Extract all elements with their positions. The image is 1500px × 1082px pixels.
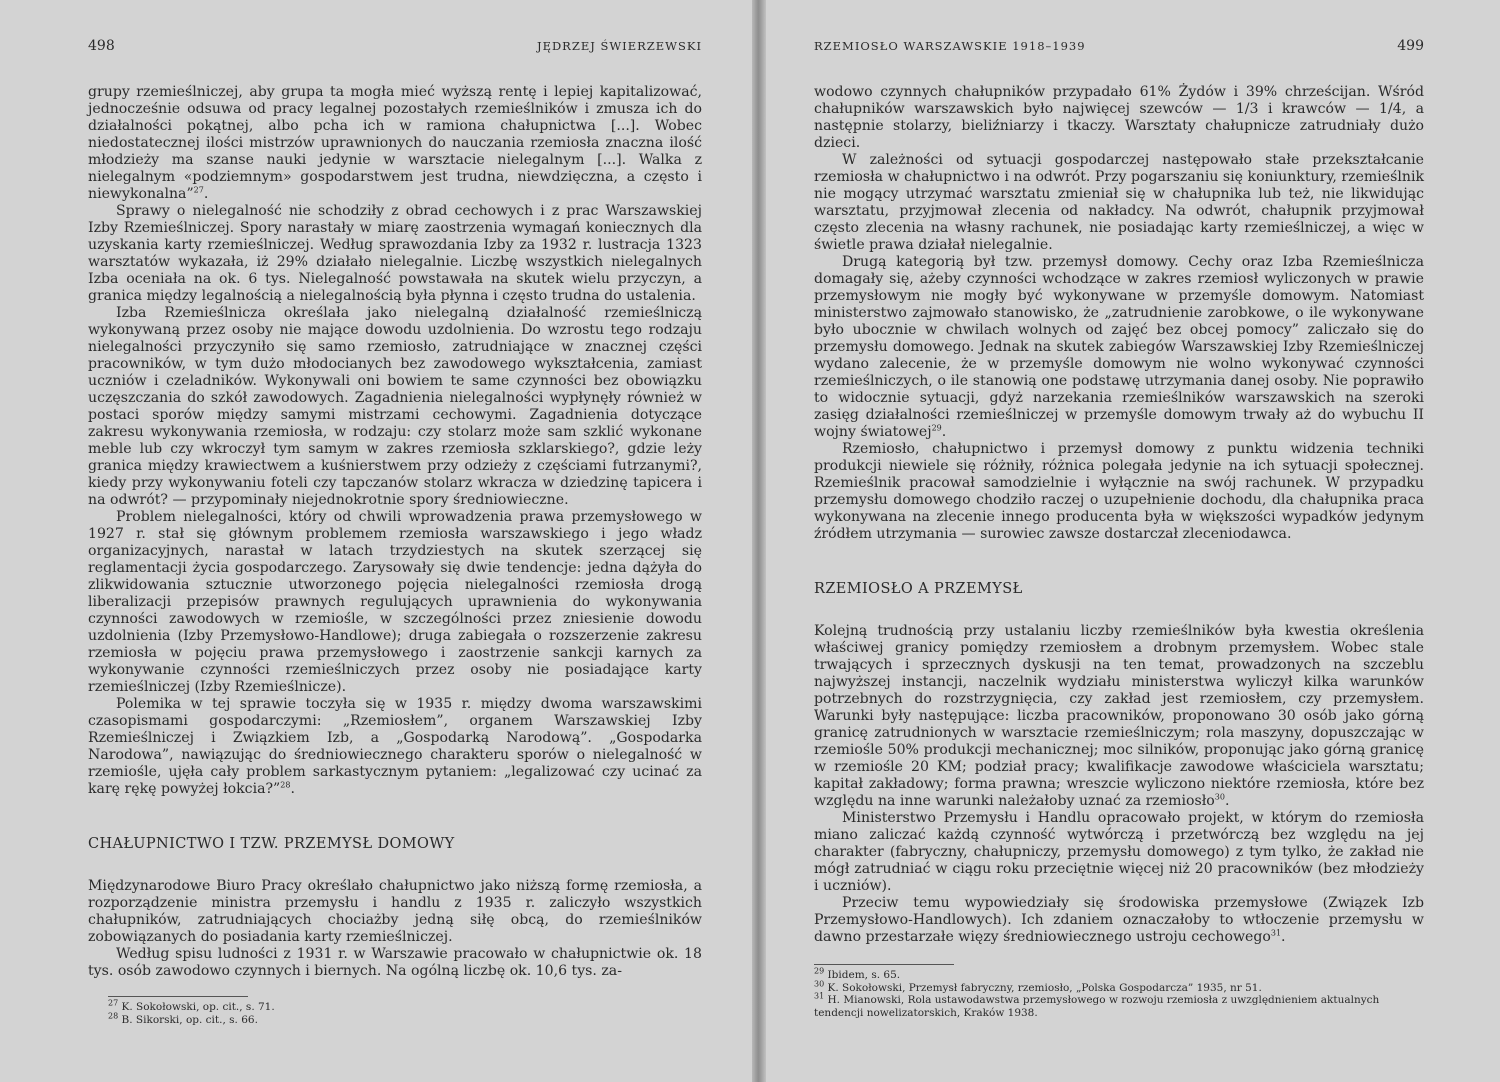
footnote (814, 991, 1424, 1019)
paragraph-text: Problem nielegalności, który od chwili wprowadzenia prawa przemysłowego w 1927 r. stał się głównym problemem rzemiosła warszawskiego i jego władz organizacyjnych, narastał w latach trzydziestych na skutek szerzącej się reglamentacji życia gospodarczego. Zarysowały się dwie tendencje: jedna dążyła do zlikwidowania sztucznie utworzonego pojęcia nielegalności rzemiosła drogą liberalizacji przepisów prawnych regulujących uprawnienia do wykonywania czynności zawodowych w rzemiośle, w szczególności przez zniesienie dowodu uzdolnienia (Izby Przemysłowo-Handlowe); druga zabiegała o rozszerzenie zakresu rzemiosła w pojęciu prawa przemysłowego i zaostrzenie sankcji karnych za wykonywanie czynności rzemieślniczych przez osoby nie posiadające karty rzemieślniczej (Izby Rzemieślnicze). (88, 509, 702, 695)
paragraph-tail: . (941, 424, 947, 440)
paragraph (814, 895, 1424, 946)
footnote-reference: 29 (931, 423, 942, 433)
paragraph-text: Międzynarodowe Biuro Pracy określało chałupnictwo jako niższą formę rzemiosła, a rozporządzenie ministra przemysłu i handlu z 1935 r. zaliczyło wszystkich chałupników, zatrudniających chociażby jedną siłę obcą, do rzemieślników zobowiązanych do posiadania karty rzemieślniczej. (88, 878, 702, 945)
paragraph-text: W zależności od sytuacji gospodarczej następowało stałe przekształcanie rzemiosła w chałupnictwo i na odwrót. Przy pogarszaniu się koniunktury, rzemieślnik nie mogący utrzymać warsztatu zmieniał się w chałupnika lub też, nie likwidując warsztatu, przyjmował zlecenia od nakładcy. Na odwrót, chałupnik przyjmował często zlecenia na własny rachunek, nie posiadając karty rzemieślniczej, a więc w świetle prawa działał nielegalnie. (814, 152, 1424, 253)
paragraph (88, 696, 702, 798)
right-footnotes (766, 964, 1500, 1019)
footnote-reference: 30 (1214, 792, 1225, 802)
left-page-number: 498 (88, 38, 115, 54)
paragraph-text: Kolejną trudnością przy ustalaniu liczby rzemieślników była kwestia określenia właściwej granicy pomiędzy rzemiosłem a drobnym przemysłem. Wobec stale trwających i sprzecznych dyskusji na ten temat, prowadzonych na szczeblu najwyższej instancji, naczelnik wydziału ministerstwa wyliczył kilka warunków potrzebnych do rozstrzygnięcia, czy zakład jest rzemiosłem, czy przemysłem. Warunki były następujące: liczba pracowników, proponowano 30 osób jako górną granicę zatrudnionych w warsztacie rzemieślniczym; rola maszyny, dopuszczając w rzemiośle 50% produkcji mechanicznej; moc silników, proponując jako górną granicę w rzemiośle 20 KM; podział pracy; kwalifikacje zawodowe właściciela warsztatu; kapitał zakładowy; forma prawna; wreszcie wyliczono niektóre rzemiosła, które bez względu na inne warunki należałoby uznać za rzemiosło (814, 623, 1424, 809)
paragraph-text: Sprawy o nielegalność nie schodziły z obrad cechowych i z prac Warszawskiej Izby Rzemieślniczej. Spory narastały w miarę zaostrzenia wymagań koniecznych dla uzyskania karty rzemieślniczej. Według sprawozdania Izby za 1932 r. lustracja 1323 warsztatów wykazała, iż 29% działało nielegalnie. Liczbę wszystkich nielegalnych Izba oceniała na ok. 6 tys. Nielegalność powstawała na skutek wielu przyczyn, a granica między legalnością a nielegalnością była płynna i często trudna do ustalenia. (88, 203, 702, 304)
right-body-after (814, 623, 1424, 946)
footnote-number: 31 (814, 991, 825, 1001)
footnote-reference: 31 (1270, 928, 1282, 938)
footnote-number: 29 (814, 966, 825, 976)
paragraph-text: Drugą kategorią był tzw. przemysł domowy. Cechy oraz Izba Rzemieślnicza domagały się, ażeby czynności wchodzące w zakres rzemiosł wyliczonych w prawie przemysłowym nie mogły być wykonywane w przemyśle domowym. Natomiast ministerstwo zajmowało stanowisko, że „zatrudnienie zarobkowe, o ile wykonywane było ubocznie w chwilach wolnych od zajęć bez obcej pomocy” zaliczało się do przemysłu domowego. Jednak na skutek zabiegów Warszawskiej Izby Rzemieślniczej wydano zalecenie, że w przemyśle domowym nie wolno wykonywać czynności rzemieślniczych, o ile stanowią one podstawę utrzymania danej osoby. Nie poprawiło to widocznie sytuacji, gdyż narzekania rzemieślników warszawskich na szeroki zasięg działalności rzemieślniczej w przemyśle domowym trwały aż do wybuchu II wojny światowej (814, 254, 1424, 440)
paragraph (814, 254, 1424, 441)
left-footnotes (0, 996, 752, 1026)
right-running-head (814, 38, 1424, 58)
paragraph (814, 152, 1424, 254)
right-page (766, 0, 1500, 1082)
right-section-title: RZEMIOSŁO A PRZEMYSŁ (814, 581, 1023, 597)
left-body-before (88, 84, 702, 798)
paragraph-text: Według spisu ludności z 1931 r. w Warszawie pracowało w chałupnictwie ok. 18 tys. osób zawodowo czynnych i biernych. Na ogólną liczbę ok. 10,6 tys. za- (88, 946, 702, 979)
footnote-reference: 27 (193, 185, 204, 195)
footnote-rule (108, 996, 248, 997)
right-page-number: 499 (1397, 38, 1424, 54)
footnote-rule (814, 964, 954, 965)
book-gutter (752, 0, 766, 1082)
footnote-text: K. Sokołowski, op. cit., s. 71. (118, 1001, 275, 1013)
paragraph-text: grupy rzemieślniczej, aby grupa ta mogła mieć wyższą rentę i lepiej kapitalizować, jednocześnie odsuwa od pracy legalnej pozostałych rzemieślników i zmusza ich do działalności pokątnej, albo pcha ich w ramiona chałupnictwa [...]. Wobec niedostatecznej ilości mistrzów uprawnionych do nauczania rzemiosła znaczna ilość młodzieży ma szanse nauki jedynie w warsztacie nielegalnym [...]. Walka z nielegalnym «podziemnym» gospodarstwem jest trudna, niewdzięczna, a często i niewykonalna” (88, 84, 702, 202)
paragraph-tail: . (290, 781, 295, 797)
paragraph (88, 946, 702, 980)
footnote-number: 28 (108, 1011, 119, 1020)
footnote-text: Ibidem, s. 65. (824, 969, 901, 981)
paragraph (88, 305, 702, 509)
paragraph-tail: . (1281, 929, 1286, 945)
footnote-number: 27 (108, 998, 119, 1008)
paragraph-text: wodowo czynnych chałupników przypadało 61% Żydów i 39% chrześcijan. Wśród chałupników warszawskich było najwięcej szewców — 1/3 i krawców — 1/4, a następnie stolarzy, bieliźniarzy i tkaczy. Warsztaty chałupnicze zatrudniały dużo dzieci. (814, 84, 1424, 151)
left-running-head-title: JĘDRZEJ ŚWIERZEWSKI (536, 39, 702, 53)
paragraph (814, 623, 1424, 810)
footnote (814, 966, 1424, 982)
paragraph-tail: . (203, 186, 209, 202)
footnote (814, 979, 1424, 995)
footnote-reference: 28 (280, 780, 291, 790)
footnote (108, 1011, 702, 1027)
left-running-head (88, 38, 702, 58)
footnote (108, 998, 702, 1014)
paragraph-text: Polemika w tej sprawie toczyła się w 1935 r. między dwoma warszawskimi czasopismami gospodarczymi: „Rzemiosłem”, organem Warszawskiej Izby Rzemieślniczej i Związkiem Izb, a „Gospodarką Narodową”. „Gospodarka Narodowa”, nawiązując do średniowiecznego charakteru sporów o nielegalność w rzemiośle, ujęła cały problem sarkastycznym pytaniem: „legalizować czy ucinać za karę rękę powyżej łokcia?” (88, 696, 702, 797)
paragraph-text: Izba Rzemieślnicza określała jako nielegalną działalność rzemieślniczą wykonywaną przez osoby nie mające dowodu uzdolnienia. Do wzrostu tego rodzaju nielegalności przyczyniło się samo rzemiosło, zatrudniające w znacznej części pracowników, w tym dużo młodocianych bez zawodowego wykształcenia, zamiast uczniów i czeladników. Wykonywali oni bowiem te same czynności bez obowiązku uczęszczania do szkół zawodowych. Zagadnienia nielegalności wypłynęły również w postaci sporów między samymi mistrzami cechowymi. Zagadnienia dotyczące zakresu wykonywania rzemiosła, w rodzaju: czy stolarz może sam szklić wykonane meble lub czy wkroczył tym samym w zakres rzemiosła szklarskiego?, gdzie leży granica między krawiectwem a kuśnierstwem przy odzieży z częściami futrzanymi?, kiedy przy wykonywaniu foteli czy tapczanów stolarz wkracza w dziedzinę tapicera i na odwrót? — przypominały niejednokrotnie spory średniowieczne. (88, 305, 702, 508)
paragraph (88, 509, 702, 696)
paragraph-text: Rzemiosło, chałupnictwo i przemysł domowy z punktu widzenia techniki produkcji niewiele się różniły, różnica polegała jedynie na ich sytuacji społecznej. Rzemieślnik pracował samodzielnie i wyłącznie na swój rachunek. W przypadku przemysłu domowego chodziło raczej o uzupełnienie dochodu, dla chałupnika praca wykonywana na zlecenie innego producenta była w większości wypadków jedynym źródłem utrzymania — surowiec zawsze dostarczał zleceniodawca. (814, 441, 1424, 542)
right-body-before (814, 84, 1424, 543)
paragraph (88, 878, 702, 946)
footnote-number: 30 (814, 979, 825, 988)
paragraph-tail: . (1224, 793, 1230, 809)
footnote-text: K. Sokołowski, Przemysł fabryczny, rzemiosło, „Polska Gospodarcza” 1935, nr 51. (824, 981, 1262, 994)
footnote-text: B. Sikorski, op. cit., s. 66. (118, 1013, 258, 1026)
left-section-title: CHAŁUPNICTWO I TZW. PRZEMYSŁ DOMOWY (88, 836, 455, 852)
paragraph (814, 84, 1424, 152)
paragraph (88, 203, 702, 305)
footnote-text: H. Mianowski, Rola ustawodawstwa przemysłowego w rozwoju rzemiosła z uwzględnieniem aktualnych tendencji nowelizatorskich, Kraków 1938. (814, 994, 1380, 1019)
paragraph-text: Przeciw temu wypowiedziały się środowiska przemysłowe (Związek Izb Przemysłowo-Handlowych). Ich zdaniem oznaczałoby to wtłoczenie przemysłu w dawno przestarzałe więzy średniowiecznego ustroju cechowego (814, 895, 1424, 945)
paragraph (88, 84, 702, 203)
right-running-head-title: RZEMIOSŁO WARSZAWSKIE 1918–1939 (814, 39, 1086, 53)
paragraph-text: Ministerstwo Przemysłu i Handlu opracowało projekt, w którym do rzemiosła miano zaliczać każdą czynność wytwórczą i przetwórczą bez względu na jej charakter (fabryczny, chałupniczy, przemysłu domowego) z tym tylko, że zakład nie mógł zatrudniać w ciągu roku przeciętnie więcej niż 20 pracowników (bez młodzieży i uczniów). (814, 810, 1424, 894)
paragraph (814, 441, 1424, 543)
paragraph (814, 810, 1424, 895)
left-body-after (88, 878, 702, 980)
